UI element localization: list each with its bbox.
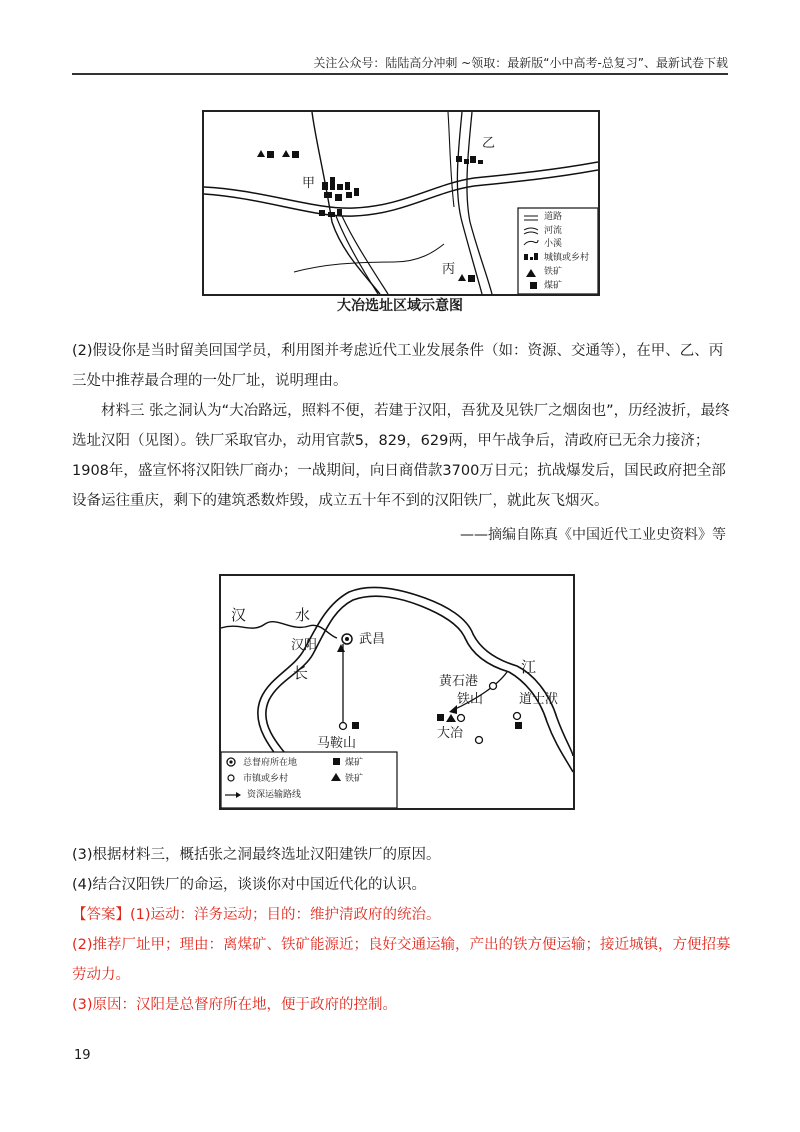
legend-iron: 铁矿 [544, 267, 563, 277]
legend-town: 城镇或乡村 [544, 253, 590, 263]
question-2: (2)假设你是当时留美回国学员，利用图并考虑近代工业发展条件（如：资源、交通等），在甲、乙、丙三处中推荐最合理的一处厂址，说明理由。 [72, 343, 724, 389]
hanyang-map [219, 574, 575, 810]
legend-road: 道路 [544, 212, 563, 222]
legend-town-2: 市镇或乡村 [243, 774, 289, 784]
answer-1-text: (1)运动：洋务运动；目的：维护清政府的统治。 [130, 907, 441, 923]
legend-iron-2: 铁矿 [345, 774, 364, 784]
map1-caption: 大冶选址区域示意图 [337, 298, 463, 314]
legend-route: 资深运输路线 [247, 790, 302, 800]
material-3-source: ——摘编自陈真《中国近代工业史资料》等 [460, 527, 726, 543]
daye-map-drawing [204, 112, 598, 294]
answer-1 [72, 900, 732, 930]
label-hanyang: 汉阳 [291, 638, 318, 653]
question-4: (4)结合汉阳铁厂的命运，谈谈你对中国近代化的认识。 [72, 877, 427, 893]
label-chang: 长 [293, 664, 309, 682]
label-maanshan: 马鞍山 [317, 736, 357, 751]
label-shui: 水 [295, 606, 311, 624]
page-header: 关注公众号：陆陆高分冲刺 ~领取：最新版“小中高考-总复习”、最新试卷下载 [313, 56, 728, 70]
label-bing: 丙 [442, 262, 456, 277]
legend-river: 河流 [544, 226, 563, 236]
answer-tag: 【答案】 [72, 907, 130, 923]
label-daoshiguan: 道士洑 [519, 692, 559, 707]
legend-stream: 小溪 [544, 239, 563, 249]
label-huangshigang: 黄石港 [439, 674, 479, 689]
legend-coal: 煤矿 [544, 281, 563, 291]
label-yi: 乙 [482, 136, 496, 151]
header-rule [72, 73, 728, 75]
label-daye: 大冶 [437, 726, 464, 741]
label-tieshan: 铁山 [457, 692, 484, 707]
label-jia: 甲 [302, 176, 316, 191]
label-wuchang: 武昌 [359, 632, 386, 647]
legend-governor: 总督府所在地 [243, 758, 298, 768]
answer-2: (2)推荐厂址甲；理由：离煤矿、铁矿能源近；良好交通运输，产出的铁方便运输；接近城镇，方便招募劳动力。 [72, 937, 731, 983]
answer-3: (3)原因：汉阳是总督府所在地，便于政府的控制。 [72, 997, 398, 1013]
material-3: 材料三 张之洞认为“大冶路远，照料不便，若建于汉阳，吾犹及见铁厂之烟囱也”，历经波折，最终选址汉阳（见图）。铁厂采取官办，动用官款5，829，629两，甲午战争后，清政府已无余力接济；1908年，盛宣怀将汉阳铁厂商办；一战期间，向日商借款3700万日元；抗战爆发后，国民政府把全部设备运往重庆，剩下的建筑悉数炸毁，成立五十年不到的汉阳铁厂，就此灰飞烟灭。 [72, 403, 730, 509]
label-han: 汉 [231, 606, 247, 624]
label-jiang: 江 [521, 658, 537, 676]
page-number: 19 [74, 1048, 91, 1063]
daye-site-map [202, 110, 600, 296]
question-3: (3)根据材料三，概括张之洞最终选址汉阳建铁厂的原因。 [72, 847, 441, 863]
legend-coal-2: 煤矿 [345, 758, 364, 768]
